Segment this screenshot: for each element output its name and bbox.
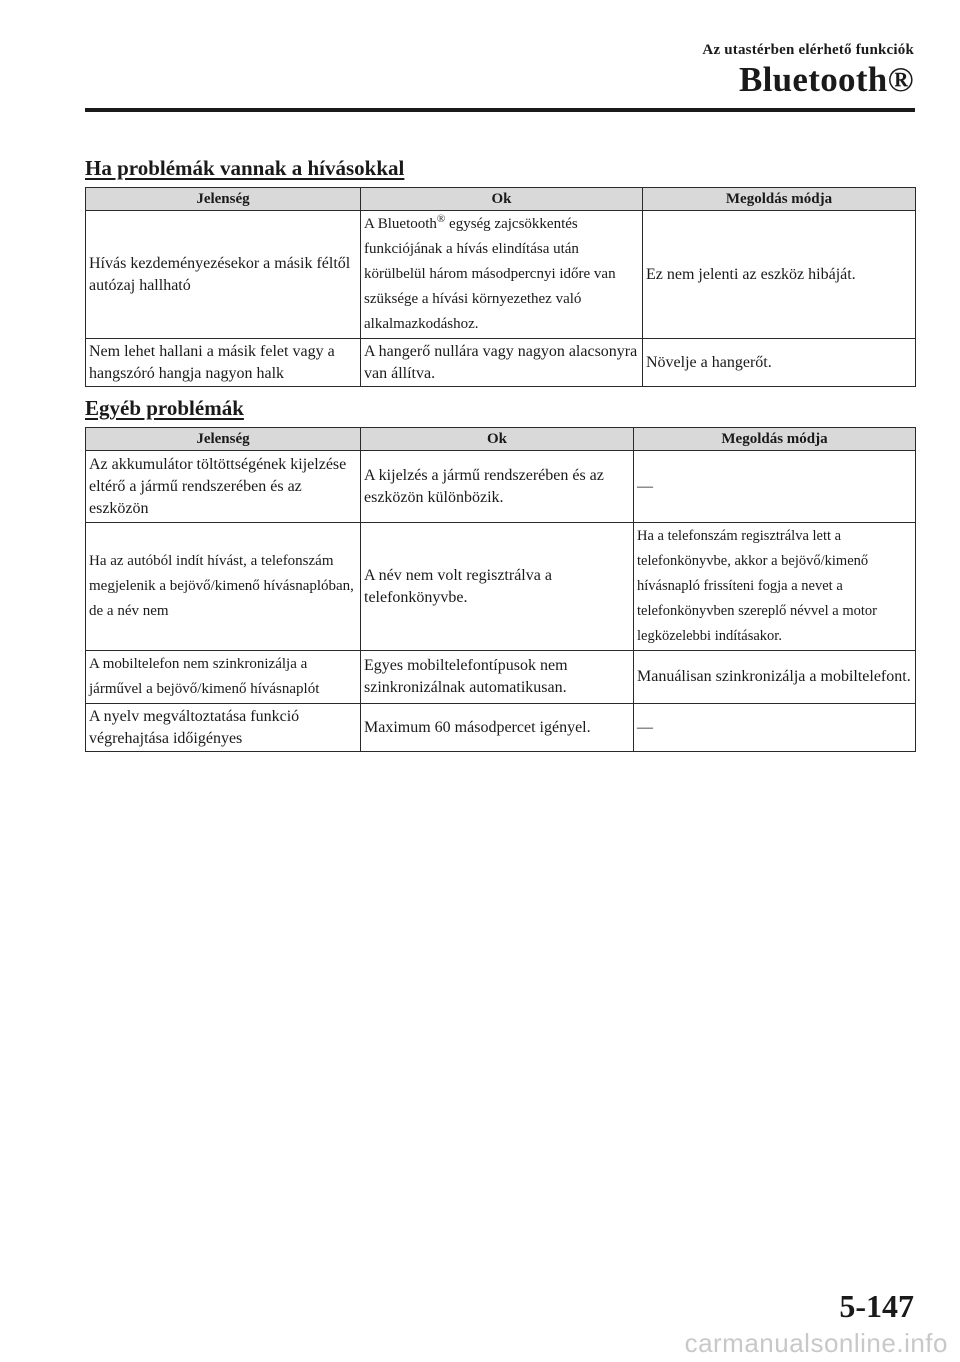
table-row [86, 211, 916, 339]
solution-cell: Manuálisan szinkronizálja a mobiltelefont. [634, 651, 916, 704]
symptom-cell: Az akkumulátor töltöttségének kijelzése eltérő a jármű rendszerében és az eszközön [86, 451, 361, 523]
page-number: 5-147 [839, 1288, 914, 1324]
solution-cell: Ha a telefonszám regisztrálva lett a telefonkönyvbe, akkor a bejövő/kimenő hívásnapló frissíteni fogja a nevet a telefonkönyvben szereplő névvel a motor legközelebbi indításakor. [634, 523, 916, 651]
header-divider [85, 108, 915, 112]
column-header-cause: Ok [361, 188, 643, 211]
column-header-solution: Megoldás módja [634, 428, 916, 451]
cause-cell: A hangerő nullára vagy nagyon alacsonyra van állítva. [361, 339, 643, 387]
cause-text-rest: egység zajcsökkentés funkciójának a hívás elindítása után körülbelül három másodpercnyi időre van szüksége a hívási környezethez való alkalmazkodáshoz. [364, 216, 616, 332]
symptom-cell: Ha az autóból indít hívást, a telefonszám megjelenik a bejövő/kimenő hívásnaplóban, de a név nem [86, 523, 361, 651]
solution-cell: Ez nem jelenti az eszköz hibáját. [643, 211, 916, 339]
cause-text: A Bluetooth [364, 216, 437, 232]
watermark: carmanualsonline.info [684, 1328, 948, 1358]
symptom-cell: Hívás kezdeményezésekor a másik féltől autózaj hallható [86, 211, 361, 339]
section-title-call-problems: Ha problémák vannak a hívásokkal [85, 156, 405, 180]
solution-cell: Növelje a hangerőt. [643, 339, 916, 387]
registered-mark: ® [436, 213, 446, 225]
column-header-cause: Ok [361, 428, 634, 451]
symptom-cell: A nyelv megváltoztatása funkció végrehajtása időigényes [86, 704, 361, 752]
column-header-solution: Megoldás módja [643, 188, 916, 211]
solution-cell: — [634, 704, 916, 752]
cause-cell: Egyes mobiltelefontípusok nem szinkronizálnak automatikusan. [361, 651, 634, 704]
section-subtitle: Az utastérben elérhető funkciók [702, 42, 914, 58]
table-row [86, 704, 916, 752]
call-problems-table [85, 187, 916, 387]
solution-cell: — [634, 451, 916, 523]
symptom-cell: A mobiltelefon nem szinkronizálja a járművel a bejövő/kimenő hívásnaplót [86, 651, 361, 704]
section-title-other-problems: Egyéb problémák [85, 396, 244, 420]
cause-cell: Maximum 60 másodpercet igényel. [361, 704, 634, 752]
table-row [86, 339, 916, 387]
symptom-cell: Nem lehet hallani a másik felet vagy a hangszóró hangja nagyon halk [86, 339, 361, 387]
other-problems-table [85, 427, 916, 752]
table-header-row [86, 428, 916, 451]
column-header-symptom: Jelenség [86, 188, 361, 211]
table-header-row [86, 188, 916, 211]
page-title: Bluetooth® [739, 60, 914, 99]
table-row [86, 451, 916, 523]
cause-cell: A kijelzés a jármű rendszerében és az eszközön különbözik. [361, 451, 634, 523]
column-header-symptom: Jelenség [86, 428, 361, 451]
table-row [86, 651, 916, 704]
table-row [86, 523, 916, 651]
cause-cell: A név nem volt regisztrálva a telefonkönyvbe. [361, 523, 634, 651]
cause-cell [361, 211, 643, 339]
